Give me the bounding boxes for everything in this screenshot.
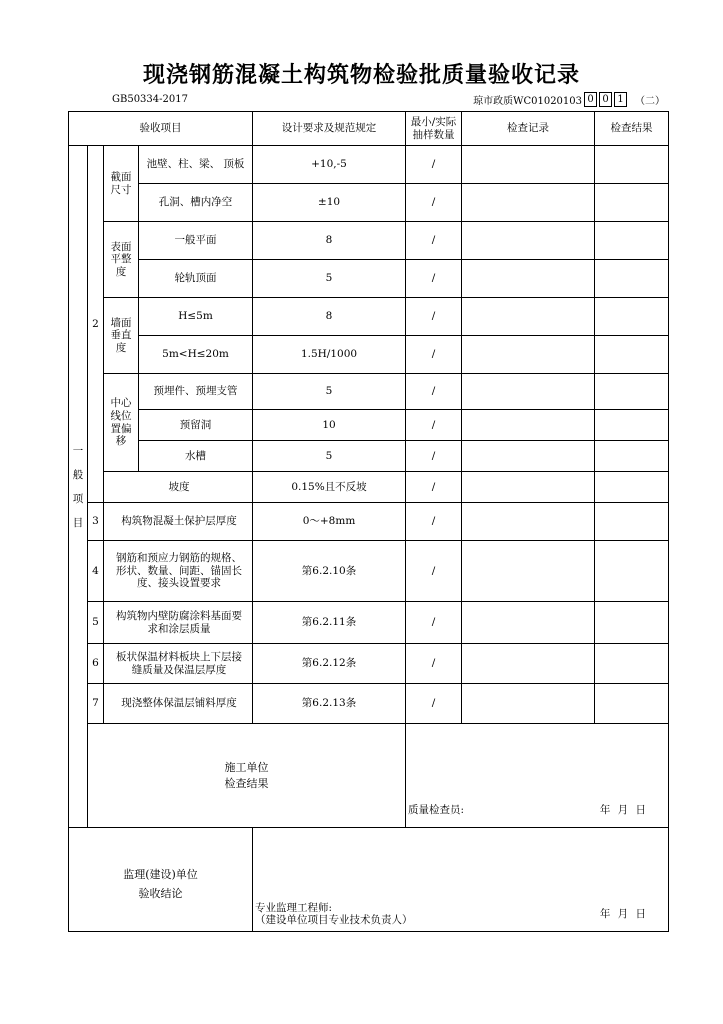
table-row	[69, 602, 669, 644]
design-requirement: 5	[253, 374, 406, 410]
item-number: 7	[88, 684, 104, 724]
result-cell[interactable]	[595, 684, 669, 724]
inspection-table	[68, 111, 669, 932]
group-section-size	[104, 146, 139, 222]
item-number: 6	[88, 644, 104, 684]
group-label-line: 垂直	[110, 329, 132, 342]
item-number: 5	[88, 602, 104, 644]
record-cell[interactable]	[462, 541, 595, 602]
table-row	[69, 184, 669, 222]
sub-item-name: 池壁、柱、梁、 顶板	[139, 146, 253, 184]
table-row	[69, 410, 669, 441]
item-name-line: 钢筋和预应力钢筋的规格、	[116, 552, 242, 565]
item-name-line: 构筑物内壁防腐涂料基面要	[116, 609, 242, 622]
item-number: 3	[88, 503, 104, 541]
supervision-caption-cell	[69, 828, 253, 932]
design-requirement: 5	[253, 260, 406, 298]
table-row	[69, 146, 669, 184]
table-row	[69, 374, 669, 410]
item-name	[104, 644, 253, 684]
item-name-line: 求和涂层质量	[147, 622, 211, 635]
record-code-digit-3[interactable]: 1	[614, 92, 627, 107]
design-requirement: +10,-5	[253, 146, 406, 184]
group-center-offset	[104, 374, 139, 472]
result-cell[interactable]	[595, 441, 669, 472]
sub-item-name: 预留洞	[139, 410, 253, 441]
result-cell[interactable]	[595, 298, 669, 336]
design-requirement: 8	[253, 222, 406, 260]
supervision-engineer-line: （建设单位项目专业技术负责人）	[255, 914, 413, 927]
sample-count: /	[406, 644, 462, 684]
design-requirement: 1.5H/1000	[253, 336, 406, 374]
sample-count: /	[406, 336, 462, 374]
header-item: 验收项目	[69, 112, 253, 146]
design-requirement: 0.15%且不反坡	[253, 472, 406, 503]
header-design: 设计要求及规范规定	[253, 112, 406, 146]
header-result: 检查结果	[595, 112, 669, 146]
construction-caption	[88, 760, 405, 792]
standard-code: GB50334-2017	[112, 94, 188, 105]
table-row	[69, 472, 669, 503]
record-code	[473, 92, 665, 107]
sample-count: /	[406, 410, 462, 441]
design-requirement: 8	[253, 298, 406, 336]
result-cell[interactable]	[595, 410, 669, 441]
record-cell[interactable]	[462, 684, 595, 724]
group-label-line: 移	[115, 435, 127, 448]
sample-count: /	[406, 146, 462, 184]
page-title: 现浇钢筋混凝土构筑物检验批质量验收记录	[142, 63, 580, 88]
category-char: 目	[72, 516, 84, 529]
record-code-prefix: 琼市政质WC01020103	[473, 96, 582, 107]
record-cell[interactable]	[462, 336, 595, 374]
sample-count: /	[406, 374, 462, 410]
supervision-signature-row	[69, 828, 669, 932]
result-cell[interactable]	[595, 541, 669, 602]
record-cell[interactable]	[462, 184, 595, 222]
result-cell[interactable]	[595, 222, 669, 260]
sample-count: /	[406, 298, 462, 336]
design-requirement: 第6.2.12条	[253, 644, 406, 684]
supervision-caption-line: 验收结论	[138, 886, 183, 900]
sample-count: /	[406, 184, 462, 222]
group-label-line: 截面	[110, 170, 132, 183]
construction-signature-cell[interactable]	[406, 724, 669, 828]
group-label-line: 尺寸	[110, 183, 132, 196]
construction-caption-cell	[88, 724, 406, 828]
design-requirement: 第6.2.13条	[253, 684, 406, 724]
sample-count: /	[406, 541, 462, 602]
record-cell[interactable]	[462, 146, 595, 184]
category-label	[69, 146, 88, 828]
result-cell[interactable]	[595, 503, 669, 541]
group-verticality	[104, 298, 139, 374]
item-name-line: 度、接头设置要求	[137, 577, 221, 590]
item-name-line: 缝质量及保温层厚度	[131, 663, 227, 676]
record-code-digit-1[interactable]: 0	[584, 92, 597, 107]
item-name	[104, 602, 253, 644]
sub-item-name: 水槽	[139, 441, 253, 472]
header-sample-line2: 抽样数量	[412, 128, 455, 141]
construction-caption-line: 施工单位	[224, 760, 269, 774]
design-requirement: 0～+8mm	[253, 503, 406, 541]
group-label-line: 墙面	[110, 316, 132, 329]
result-cell[interactable]	[595, 644, 669, 684]
table-row	[69, 298, 669, 336]
design-requirement: 10	[253, 410, 406, 441]
sample-count: /	[406, 472, 462, 503]
design-requirement: 5	[253, 441, 406, 472]
item-number: 2	[88, 146, 104, 503]
group-label-line: 度	[115, 265, 127, 278]
record-code-digit-2[interactable]: 0	[599, 92, 612, 107]
supervision-caption	[69, 856, 252, 903]
result-cell[interactable]	[595, 146, 669, 184]
record-cell[interactable]	[462, 374, 595, 410]
sample-count: /	[406, 441, 462, 472]
category-char: 项	[72, 492, 84, 505]
sample-count: /	[406, 684, 462, 724]
table-row	[69, 503, 669, 541]
item-name: 构筑物混凝土保护层厚度	[104, 503, 253, 541]
header-sample	[406, 112, 462, 146]
supervision-caption-line: 监理(建设)单位	[123, 867, 198, 881]
record-cell[interactable]	[462, 503, 595, 541]
group-label-line: 表面	[110, 240, 132, 253]
construction-caption-line: 检查结果	[224, 776, 269, 790]
sub-item-name: 一般平面	[139, 222, 253, 260]
group-label-line: 度	[115, 341, 127, 354]
sample-count: /	[406, 602, 462, 644]
table-row	[69, 644, 669, 684]
record-cell[interactable]	[462, 410, 595, 441]
table-row	[69, 684, 669, 724]
sub-item-name: 预埋件、预埋支管	[139, 374, 253, 410]
record-cell[interactable]	[462, 222, 595, 260]
supervision-date: 年 月 日	[599, 908, 648, 921]
table-row	[69, 441, 669, 472]
supervision-engineer	[255, 902, 413, 927]
item-name	[104, 541, 253, 602]
design-requirement: 第6.2.11条	[253, 602, 406, 644]
record-cell[interactable]	[462, 472, 595, 503]
sub-item-name: 坡度	[104, 472, 253, 503]
supervision-engineer-line: 专业监理工程师:	[255, 901, 333, 914]
record-cell[interactable]	[462, 644, 595, 684]
construction-signature-row	[69, 724, 669, 828]
table-row	[69, 222, 669, 260]
item-name-line: 板状保温材料板块上下层接	[116, 650, 242, 663]
table-row	[69, 541, 669, 602]
sub-item-name: 轮轨顶面	[139, 260, 253, 298]
category-char: 般	[72, 468, 84, 481]
item-name-line: 形状、数量、间距、锚固长	[116, 564, 242, 577]
result-cell[interactable]	[595, 602, 669, 644]
header-record: 检查记录	[462, 112, 595, 146]
record-cell[interactable]	[462, 602, 595, 644]
record-cell[interactable]	[462, 441, 595, 472]
group-label-line: 线位	[110, 409, 132, 422]
group-label-line: 置偏	[110, 422, 132, 435]
header-row	[69, 112, 669, 146]
item-number: 4	[88, 541, 104, 602]
sample-count: /	[406, 222, 462, 260]
sub-item-name: H≤5m	[139, 298, 253, 336]
record-code-suffix: （二）	[635, 96, 665, 107]
result-cell[interactable]	[595, 374, 669, 410]
sample-count: /	[406, 503, 462, 541]
design-requirement: ±10	[253, 184, 406, 222]
group-label-line: 中心	[110, 397, 132, 410]
quality-inspector-label: 质量检查员:	[408, 804, 465, 817]
sample-count: /	[406, 260, 462, 298]
result-cell[interactable]	[595, 184, 669, 222]
sub-item-name: 5m<H≤20m	[139, 336, 253, 374]
group-flatness	[104, 222, 139, 298]
result-cell[interactable]	[595, 260, 669, 298]
table-row	[69, 260, 669, 298]
item-name: 现浇整体保温层铺料厚度	[104, 684, 253, 724]
result-cell[interactable]	[595, 336, 669, 374]
table-row	[69, 336, 669, 374]
construction-date: 年 月 日	[599, 804, 648, 817]
supervision-signature-cell[interactable]	[253, 828, 669, 932]
design-requirement: 第6.2.10条	[253, 541, 406, 602]
category-char: 一	[72, 444, 84, 457]
record-cell[interactable]	[462, 260, 595, 298]
result-cell[interactable]	[595, 472, 669, 503]
sub-item-name: 孔洞、槽内净空	[139, 184, 253, 222]
header-sample-line1: 最小/实际	[410, 115, 457, 128]
group-label-line: 平整	[110, 253, 132, 266]
record-cell[interactable]	[462, 298, 595, 336]
